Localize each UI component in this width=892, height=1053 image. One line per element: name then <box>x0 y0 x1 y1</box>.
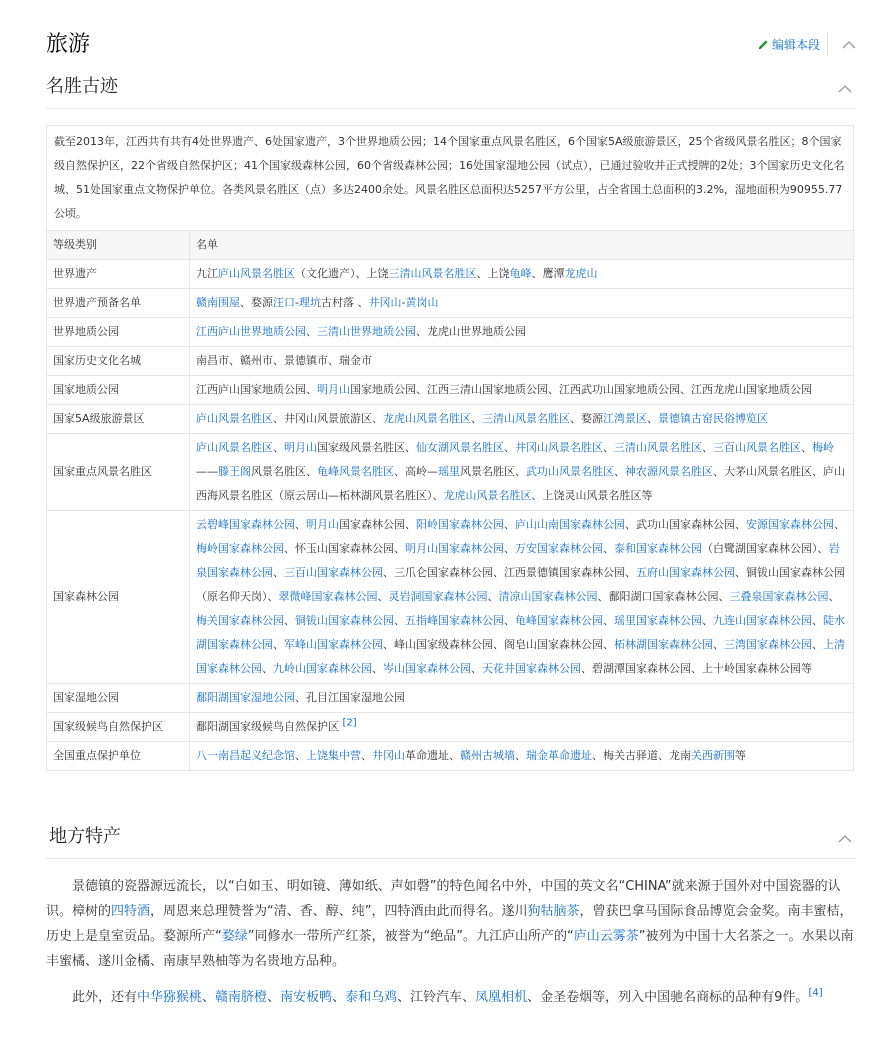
inline-text: （文化遗产）、上饶 <box>295 267 389 280</box>
citation-link[interactable] <box>342 717 357 733</box>
inline-link[interactable]: 三清山风景名胜区 <box>614 441 702 454</box>
inline-link[interactable]: 关西新围 <box>691 749 735 762</box>
inline-text: 、 <box>394 614 405 627</box>
list-cell <box>190 376 854 405</box>
inline-text: 此外，还有 <box>72 990 138 1005</box>
paragraph-brands <box>46 985 854 1010</box>
inline-link[interactable]: 万安国家森林公园 <box>515 542 603 555</box>
inline-text: 、 <box>812 638 823 651</box>
header-cell: 等级类别 <box>47 231 190 260</box>
category-cell: 世界地质公园 <box>47 318 190 347</box>
list-cell <box>190 713 854 742</box>
inline-text: 、 <box>267 990 281 1005</box>
category-cell: 国家级候鸟自然保护区 <box>47 713 190 742</box>
inline-link[interactable]: 庐山云雾茶 <box>573 929 639 944</box>
inline-link[interactable]: 四特酒 <box>111 904 151 919</box>
inline-text: 、三爪仑国家森林公园、江西景德镇国家森林公园、 <box>383 566 636 579</box>
category-cell: 世界遗产预备名单 <box>47 289 190 318</box>
inline-text: ”被列为中国十大名茶之一。水果以南丰蜜橘、遂川金橘、南康早熟柚等为名贵地方品种。 <box>46 929 854 969</box>
inline-link[interactable]: 庐山风景名胜区 <box>218 267 295 280</box>
inline-link[interactable]: 黄岗山 <box>405 296 439 309</box>
category-cell: 国家森林公园 <box>47 511 190 684</box>
inline-link[interactable]: 泰和乌鸡 <box>345 990 398 1005</box>
list-cell <box>190 684 854 713</box>
inline-link[interactable]: 九岭山国家森林公园 <box>273 662 372 675</box>
inline-text: 、 <box>332 990 346 1005</box>
inline-text: ”同修水一带所产红茶，被誉为“绝品”。九江庐山所产的“ <box>247 929 574 944</box>
inline-text: ，曾获巴拿马国际食品博览会金奖。南丰蜜桔，历史上是皇室贡品。婺源所产“ <box>46 904 853 944</box>
inline-link[interactable]: 翠微峰国家森林公园 <box>278 590 378 603</box>
inline-text: 、 <box>603 542 614 555</box>
inline-link[interactable]: 三清山风景名胜区 <box>388 267 477 280</box>
inline-text: 、 <box>377 590 389 603</box>
inline-text: 、 <box>273 441 284 454</box>
divider <box>827 32 828 56</box>
inline-link[interactable]: 赣南围屋 <box>196 296 240 309</box>
inline-text: 、龙虎山世界地质公园 <box>416 325 526 338</box>
section-header-techan <box>46 822 856 859</box>
inline-link[interactable]: 陡水湖国家森林公园 <box>196 614 845 651</box>
inline-link[interactable]: 岑山国家森林公园 <box>383 662 471 675</box>
inline-link[interactable]: 泰和国家森林公园 <box>614 542 702 555</box>
table-row <box>47 434 854 511</box>
category-cell: 国家重点风景名胜区 <box>47 434 190 511</box>
section-header-mingsheng <box>46 72 856 109</box>
intro-row <box>47 126 854 231</box>
inline-link[interactable]: 井冈山 <box>372 749 405 762</box>
inline-text: 、大茅山风景名胜区、庐山西海风景名胜区（原云居山—柘林湖风景名胜区）、 <box>196 465 845 502</box>
inline-text: 、梅关古驿道、龙南 <box>592 749 691 762</box>
collapse-chevron-up-icon[interactable] <box>842 38 856 52</box>
inline-link[interactable]: 三清山世界地质公园 <box>317 325 416 338</box>
inline-text: 鄱阳湖国家级候鸟自然保护区 <box>196 720 343 733</box>
inline-text: 、铜钹山国家森林公园（原名仰天岗）、 <box>196 566 845 603</box>
inline-text: - <box>401 296 406 309</box>
inline-link[interactable]: 赣南脐橙 <box>215 990 268 1005</box>
collapse-chevron-up-icon[interactable] <box>838 82 852 96</box>
inline-text: 、 <box>828 590 840 603</box>
inline-text: 、 <box>647 412 658 425</box>
list-cell <box>190 260 854 289</box>
inline-link[interactable]: 理坑 <box>298 296 321 309</box>
inline-text: 国家地质公园、江西三清山国家地质公园、江西武功山国家地质公园、江西龙虎山国家地质公园 <box>350 383 812 396</box>
inline-link[interactable]: 五府山国家森林公园 <box>636 566 735 579</box>
inline-link[interactable]: 天花井国家森林公园 <box>482 662 581 675</box>
table-row <box>47 742 854 771</box>
inline-link[interactable]: 明月山国家森林公园 <box>405 542 504 555</box>
inline-text: 、 <box>504 441 515 454</box>
inline-link[interactable]: 龟峰 <box>509 267 532 280</box>
inline-link[interactable]: 柘林湖国家森林公园 <box>614 638 713 651</box>
inline-link[interactable]: 铜钹山国家森林公园 <box>295 614 394 627</box>
inline-link[interactable]: 龙虎山风景名胜区 <box>383 412 471 425</box>
inline-link[interactable]: 岩泉国家森林公园 <box>196 542 840 579</box>
inline-link[interactable]: 九连山国家森林公园 <box>713 614 812 627</box>
inline-text: 、 <box>834 518 845 531</box>
list-cell <box>190 318 854 347</box>
attractions-table <box>46 125 854 771</box>
inline-link[interactable]: 灵岩洞国家森林公园 <box>388 590 488 603</box>
citation-sup: [4] <box>808 987 823 999</box>
header-row <box>47 231 854 260</box>
inline-link[interactable]: 仙女湖风景名胜区 <box>416 441 504 454</box>
edit-section-label: 编辑本段 <box>771 38 820 52</box>
inline-text: 、 <box>603 441 614 454</box>
inline-text: 风景名胜区、 <box>251 465 317 478</box>
inline-text: 、碧湖潭国家森林公园、上十岭国家森林公园等 <box>581 662 812 675</box>
inline-text: 、上饶 <box>476 267 510 280</box>
inline-link[interactable]: 三湾国家森林公园 <box>724 638 812 651</box>
inline-text: 、 <box>702 441 713 454</box>
inline-link[interactable]: 三百山风景名胜区 <box>713 441 801 454</box>
inline-text: 、怀玉山国家森林公园、 <box>284 542 405 555</box>
inline-text: 、 <box>515 749 526 762</box>
inline-text: 风景名胜区、 <box>460 465 526 478</box>
inline-text: 国家级风景名胜区、 <box>317 441 416 454</box>
edit-section-link[interactable] <box>758 36 820 53</box>
category-cell: 国家5A级旅游景区 <box>47 405 190 434</box>
inline-text: 革命遗址、 <box>405 749 460 762</box>
inline-link[interactable]: 景德镇古窑民俗博览区 <box>658 412 768 425</box>
section-title: 地方特产 <box>49 826 121 847</box>
inline-text: 、 <box>603 614 614 627</box>
inline-text: 、 <box>504 542 515 555</box>
inline-link[interactable]: 龙虎山风景名胜区 <box>443 489 532 502</box>
inline-link[interactable]: 武功山风景名胜区 <box>526 465 614 478</box>
inline-text: 、 <box>702 614 713 627</box>
category-cell: 国家湿地公园 <box>47 684 190 713</box>
inline-text: 、 <box>202 990 216 1005</box>
inline-link[interactable]: 龟峰风景名胜区 <box>317 465 394 478</box>
inline-link[interactable]: 凤凰相机 <box>475 990 528 1005</box>
inline-link[interactable]: 瑶里国家森林公园 <box>614 614 702 627</box>
list-cell <box>190 742 854 771</box>
category-cell: 全国重点保护单位 <box>47 742 190 771</box>
inline-text: 、 <box>801 441 812 454</box>
inline-link[interactable]: 庐山风景名胜区 <box>196 412 273 425</box>
inline-link[interactable]: 梅岭国家森林公园 <box>196 542 284 555</box>
inline-text: 、鹰潭 <box>531 267 565 280</box>
inline-text: 景德镇的瓷器源远流长，以“白如玉、明如镜、薄如纸、声如磬”的特色闻名中外，中国的英文名“CHINA”就来源于国外对中国瓷器的认识。樟树的 <box>46 879 841 919</box>
table-row <box>47 405 854 434</box>
inline-link[interactable]: 井冈山风景名胜区 <box>515 441 603 454</box>
inline-link[interactable]: 井冈山 <box>368 296 402 309</box>
inline-link[interactable]: 龟峰国家森林公园 <box>515 614 603 627</box>
inline-link[interactable]: 江湾景区 <box>603 412 647 425</box>
inline-text: 、婺源 <box>570 412 603 425</box>
inline-link[interactable]: 江西庐山世界地质公园 <box>196 325 306 338</box>
inline-text: 、 <box>471 662 482 675</box>
inline-text: 、 <box>471 412 482 425</box>
inline-text: 、 <box>295 518 306 531</box>
inline-text: 、婺源 <box>240 296 273 309</box>
paragraph-specialties <box>46 874 854 974</box>
inline-text: （白鹭湖国家森林公园）、 <box>702 542 829 555</box>
inline-text: 、上饶灵山风景名胜区等 <box>531 489 653 502</box>
inline-link[interactable]: 明月山 <box>306 518 339 531</box>
inline-link[interactable]: 阳岭国家森林公园 <box>416 518 504 531</box>
inline-link[interactable]: 八一南昌起义纪念馆 <box>196 749 295 762</box>
inline-link[interactable]: 赣州古城墙 <box>460 749 515 762</box>
inline-link[interactable]: 上饶集中营 <box>306 749 361 762</box>
inline-text: —— <box>196 465 218 478</box>
inline-link[interactable]: 庐山山南国家森林公园 <box>515 518 625 531</box>
inline-text: 、 <box>284 614 295 627</box>
inline-link[interactable]: 三百山国家森林公园 <box>284 566 383 579</box>
inline-text: ，周恩来总理赞誉为“清、香、醇、纯”，四特酒由此而得名。遂川 <box>150 904 528 919</box>
inline-text: - <box>295 296 299 309</box>
inline-link[interactable]: 上清国家森林公园 <box>196 638 845 675</box>
section-title: 名胜古迹 <box>46 76 118 97</box>
inline-text: 、 <box>262 662 273 675</box>
inline-text: 、 <box>812 614 823 627</box>
inline-link[interactable]: 三清山风景名胜区 <box>482 412 570 425</box>
inline-text: 、鄱阳湖口国家森林公园、 <box>597 590 730 603</box>
inline-text: 、 <box>713 638 724 651</box>
inline-text: 、 <box>504 518 515 531</box>
inline-link[interactable]: 龙虎山 <box>564 267 598 280</box>
inline-link[interactable]: 明月山 <box>284 441 317 454</box>
inline-link[interactable]: 婺绿 <box>221 929 248 944</box>
inline-link[interactable]: 五指峰国家森林公园 <box>405 614 504 627</box>
inline-text: 、 <box>273 638 284 651</box>
table-row <box>47 511 854 684</box>
inline-link[interactable]: 梅关国家森林公园 <box>196 614 284 627</box>
inline-link[interactable]: 神农源风景名胜区 <box>625 465 713 478</box>
inline-link[interactable]: 清凉山国家森林公园 <box>498 590 598 603</box>
header-cell: 名单 <box>190 231 854 260</box>
inline-text: 古村落 、 <box>320 296 369 309</box>
table-row <box>47 684 854 713</box>
inline-link[interactable]: 南安板鸭 <box>280 990 333 1005</box>
inline-text: 、 <box>361 749 372 762</box>
inline-text: 国家森林公园、 <box>339 518 416 531</box>
list-cell <box>190 347 854 376</box>
inline-text: 、江铃汽车、 <box>397 990 476 1005</box>
inline-link[interactable]: 滕王阁 <box>218 465 251 478</box>
inline-text: 、孔目江国家湿地公园 <box>295 691 405 704</box>
inline-text: 、武功山国家森林公园、 <box>625 518 746 531</box>
inline-link[interactable]: 汪口 <box>273 296 295 309</box>
inline-link[interactable]: 安源国家森林公园 <box>746 518 834 531</box>
citation-sup: [2] <box>342 717 357 729</box>
table-row <box>47 376 854 405</box>
table-row <box>47 713 854 742</box>
collapse-chevron-up-icon[interactable] <box>838 832 852 846</box>
inline-text: 江西庐山国家地质公园、 <box>196 383 317 396</box>
inline-text: 南昌市、赣州市、景德镇市、瑞金市 <box>196 354 372 367</box>
list-cell <box>190 405 854 434</box>
inline-link[interactable]: 中华猕猴桃 <box>137 990 203 1005</box>
category-cell: 国家地质公园 <box>47 376 190 405</box>
title-row <box>46 28 856 64</box>
inline-text: 、 <box>372 662 383 675</box>
list-cell <box>190 511 854 684</box>
inline-text: 、 <box>487 590 499 603</box>
inline-text: 、井冈山风景旅游区、 <box>273 412 383 425</box>
intro-cell: 截至2013年，江西共有共有4处世界遗产、6处国家遗产，3个世界地质公园；14个国家重点风景名胜区，6个国家5A级旅游景区，25个省级风景名胜区；8个国家级自然保护区，22个省级自然保护区；41个国家级森林公园，60个省级森林公园；16处国家湿地公园（试点），已通过验收并正式授牌的2处；3个国家历史文化名城、51处国家重点文物保护单位。各类风景名胜区（点）多达2400余处。风景名胜区总面积达5257平方公里，占全省国土总面积的3.2%，湿地面积为90955.77公顷。 <box>47 126 854 231</box>
inline-link[interactable]: 云碧峰国家森林公园 <box>196 518 295 531</box>
page-title: 旅游 <box>46 32 91 57</box>
inline-text: 、金圣卷烟等，列入中国驰名商标的品种有9件。 <box>527 990 809 1005</box>
list-cell <box>190 434 854 511</box>
list-cell <box>190 289 854 318</box>
inline-text: 、 <box>295 749 306 762</box>
table-row <box>47 318 854 347</box>
inline-text: 、峰山国家级森林公园、阁皂山国家森林公园、 <box>383 638 614 651</box>
citation-link[interactable] <box>808 987 823 1005</box>
inline-link[interactable]: 瑞金革命遗址 <box>526 749 592 762</box>
category-cell: 国家历史文化名城 <box>47 347 190 376</box>
table-row <box>47 289 854 318</box>
inline-link[interactable]: 鄱阳湖国家湿地公园 <box>196 691 295 704</box>
inline-link[interactable]: 梅岭 <box>812 441 834 454</box>
inline-text: 、 <box>273 566 284 579</box>
table-row <box>47 347 854 376</box>
inline-link[interactable]: 狗牯脑茶 <box>527 904 580 919</box>
inline-link[interactable]: 三叠泉国家森林公园 <box>729 590 829 603</box>
inline-text: 等 <box>735 749 746 762</box>
inline-link[interactable]: 明月山 <box>317 383 350 396</box>
inline-link[interactable]: 庐山风景名胜区 <box>196 441 273 454</box>
inline-link[interactable]: 军峰山国家森林公园 <box>284 638 383 651</box>
inline-text: 、 <box>614 465 625 478</box>
inline-text: 九江 <box>196 267 218 280</box>
inline-text: 、 <box>504 614 515 627</box>
category-cell: 世界遗产 <box>47 260 190 289</box>
pencil-icon <box>758 39 769 50</box>
table-row <box>47 260 854 289</box>
inline-link[interactable]: 瑶里 <box>438 465 460 478</box>
inline-text: 、高岭— <box>394 465 438 478</box>
inline-text: 、 <box>306 325 317 338</box>
